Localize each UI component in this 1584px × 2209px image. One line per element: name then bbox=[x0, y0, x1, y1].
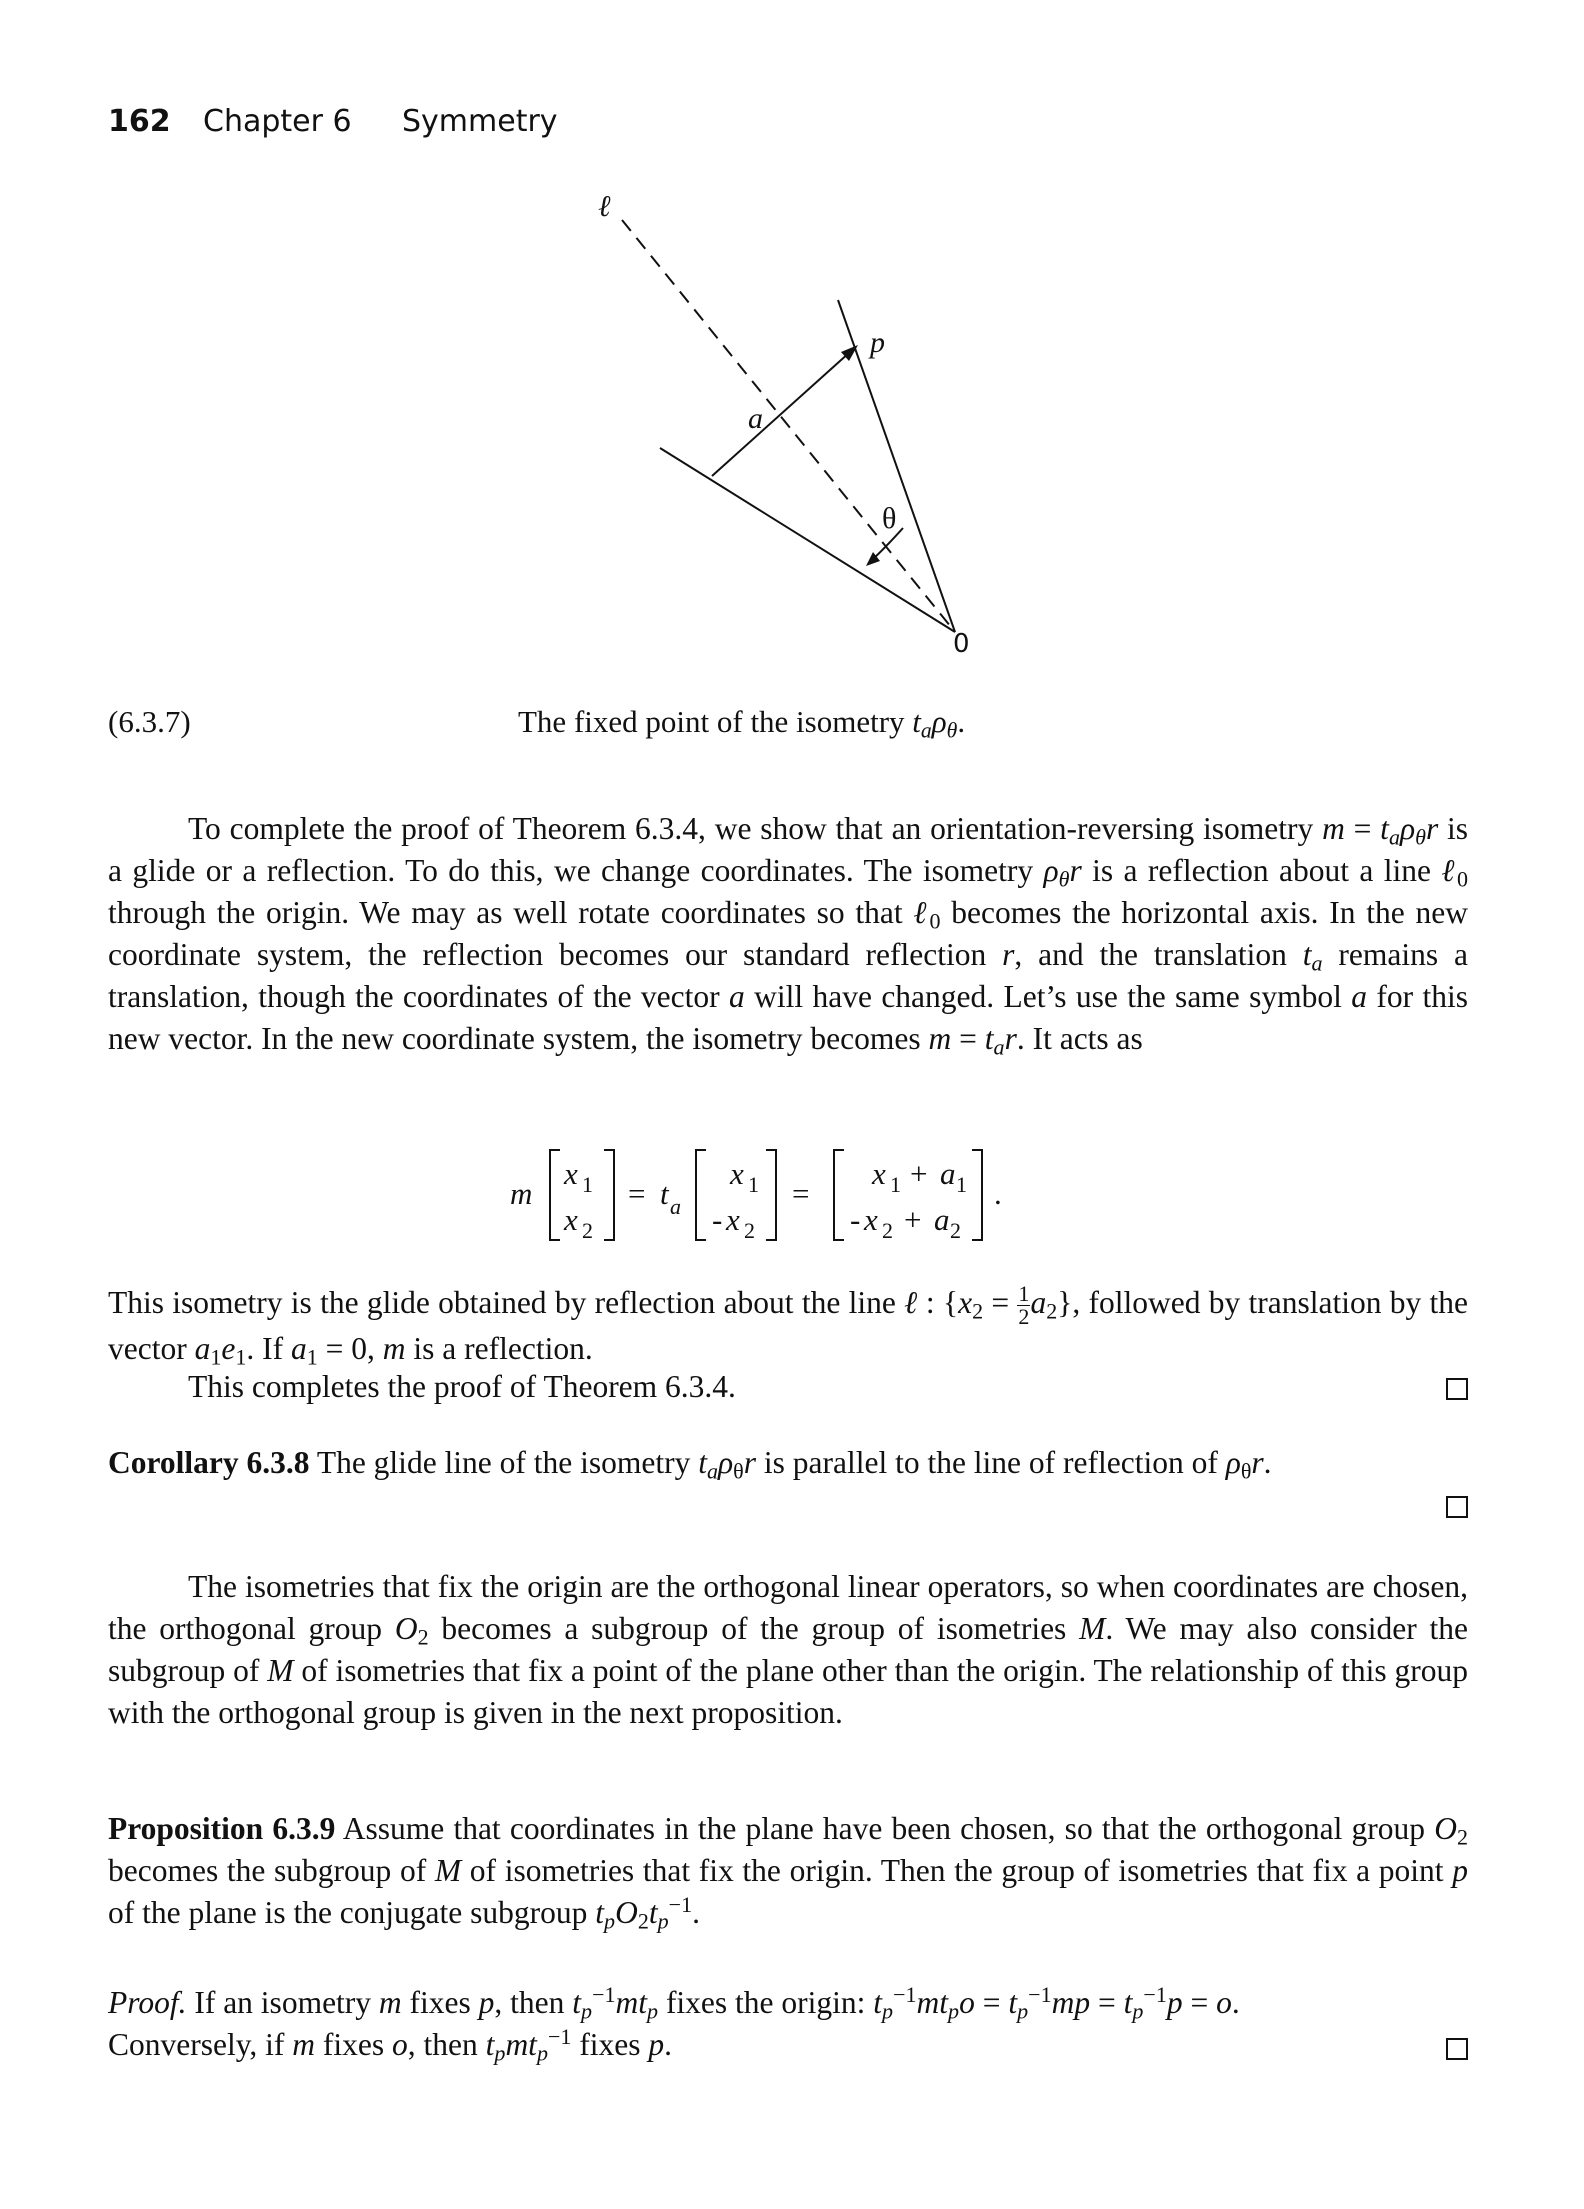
eq-x2-c: x bbox=[864, 1202, 878, 1237]
label-a: a bbox=[748, 402, 763, 435]
bracket-left-2 bbox=[696, 1150, 706, 1240]
paragraph-glide: This isometry is the glide obtained by reflection about the line ℓ : {$x_2$ = $\frac{1}{2}$ $a_2$}, followed by translation by the vector $a_1e_1$. If $a_1 = 0$, m is a reflection. bbox=[108, 1281, 1469, 1370]
proof-complete-line: This completes the proof of Theorem 6.3.4. bbox=[188, 1369, 736, 1404]
bracket-right-1 bbox=[604, 1150, 614, 1240]
line-reflection bbox=[660, 448, 955, 632]
bracket-right-2 bbox=[766, 1150, 776, 1240]
page-number: 162 bbox=[108, 104, 171, 139]
eq-equals-2: = bbox=[792, 1176, 810, 1211]
eq-sub2-c: 2 bbox=[882, 1218, 893, 1243]
eq-sub1-c: 1 bbox=[890, 1172, 901, 1197]
proof-6-3-9: Proof. If an isometry m fixes p, then $t_p^{-1}mt_p$ fixes the origin: $t_p^{-1}mt_po = t_p^{-1}mp = t_p^{-1}p = o$. Conversely, if m fixes o, then $t_pmt_p^{-1}$ fixes p. bbox=[108, 1981, 1240, 2066]
figure-caption: The fixed point of the isometry $t_a\rho_\theta$. bbox=[518, 704, 966, 743]
vector-a bbox=[712, 352, 850, 476]
eq-equals-1: = bbox=[628, 1176, 646, 1211]
line-l-dashed bbox=[622, 220, 955, 632]
paragraph-orthogonal-group: The isometries that fix the origin are the orthogonal linear operators, so when coordinates are chosen, the orthogonal group $O_2$ becomes a subgroup of the group of isometries M. We may also consider the subgroup of M of isometries that fix a point of the plane other than the origin. The relationship of this group with the orthogonal group is given in the next proposition. bbox=[108, 1569, 1468, 1730]
eq-minus-c: - bbox=[850, 1202, 861, 1237]
eq-period: . bbox=[994, 1176, 1002, 1211]
corollary-6-3-8: Corollary 6.3.8 The glide line of the isometry $t_a\rho_\theta r$ is parallel to the line of reflection of $\rho_\theta r$. bbox=[108, 1445, 1272, 1484]
qed-box-2 bbox=[1446, 1496, 1468, 1518]
eq-sub-a: a bbox=[670, 1194, 681, 1219]
chapter-label: Chapter 6 bbox=[203, 104, 352, 139]
eq-x1-a: x bbox=[564, 1156, 578, 1191]
label-theta: θ bbox=[882, 502, 897, 535]
fraction-one-half: $\frac{1}{2}$ bbox=[1018, 1281, 1030, 1330]
matrix-equation bbox=[500, 1140, 1120, 1250]
eq-m: m bbox=[510, 1176, 533, 1211]
eq-sub1-a1: 1 bbox=[956, 1172, 967, 1197]
eq-plus-c2: + bbox=[904, 1202, 922, 1237]
qed-box-1 bbox=[1446, 1378, 1468, 1400]
eq-sub2-b: 2 bbox=[744, 1218, 755, 1243]
paragraph-proof-continuation: To complete the proof of Theorem 6.3.4, we show that an orientation-reversing isometry $m = t_a\rho_\theta r$ is a glide or a reflection. To do this, we change coordinates. The isometry $\rho_\theta r$ is a reflection about a line ℓ$_0$ through the origin. We may as well rotate coordinates so that ℓ$_0$ becomes the horizontal axis. In the new coordinate system, the reflection becomes our standard reflection r, and the translation $t_a$ remains a translation, though the coordinates of the vector a will have changed. Let’s use the same symbol a for this new vector. In the new coordinate system, the isometry becomes $m = t_ar$. It acts as bbox=[108, 811, 1469, 1060]
eq-sub2-a2: 2 bbox=[950, 1218, 961, 1243]
label-p: p bbox=[870, 326, 885, 359]
bracket-left-3 bbox=[834, 1150, 844, 1240]
eq-x1-b: x bbox=[730, 1156, 744, 1191]
fixed-point-figure bbox=[0, 180, 1584, 680]
eq-a1-c: a bbox=[940, 1156, 956, 1191]
bracket-left-1 bbox=[550, 1150, 560, 1240]
line-origin-to-p bbox=[838, 300, 955, 632]
eq-plus-c1: + bbox=[910, 1156, 928, 1191]
chapter-title: Symmetry bbox=[402, 104, 558, 139]
eq-sub1-a: 1 bbox=[582, 1172, 593, 1197]
label-l: ℓ bbox=[598, 190, 611, 223]
bracket-right-3 bbox=[972, 1150, 982, 1240]
eq-t: t bbox=[660, 1176, 669, 1211]
figure-number: (6.3.7) bbox=[108, 704, 191, 739]
eq-x2-b: x bbox=[726, 1202, 740, 1237]
eq-x1-c: x bbox=[872, 1156, 886, 1191]
eq-sub2-a: 2 bbox=[582, 1218, 593, 1243]
eq-x2-a: x bbox=[564, 1202, 578, 1237]
proposition-6-3-9: Proposition 6.3.9 Assume that coordinates in the plane have been chosen, so that the orthogonal group $O_2$ becomes the subgroup of M of isometries that fix the origin. Then the group of isometries that fix a point p of the plane is the conjugate subgroup $t_pO_2t_p^{-1}$. bbox=[108, 1811, 1468, 1934]
eq-sub1-b: 1 bbox=[748, 1172, 759, 1197]
eq-a2-c: a bbox=[934, 1202, 950, 1237]
label-origin: 0 bbox=[953, 629, 970, 659]
eq-minus-b: - bbox=[712, 1202, 723, 1237]
qed-box-3 bbox=[1446, 2038, 1468, 2060]
